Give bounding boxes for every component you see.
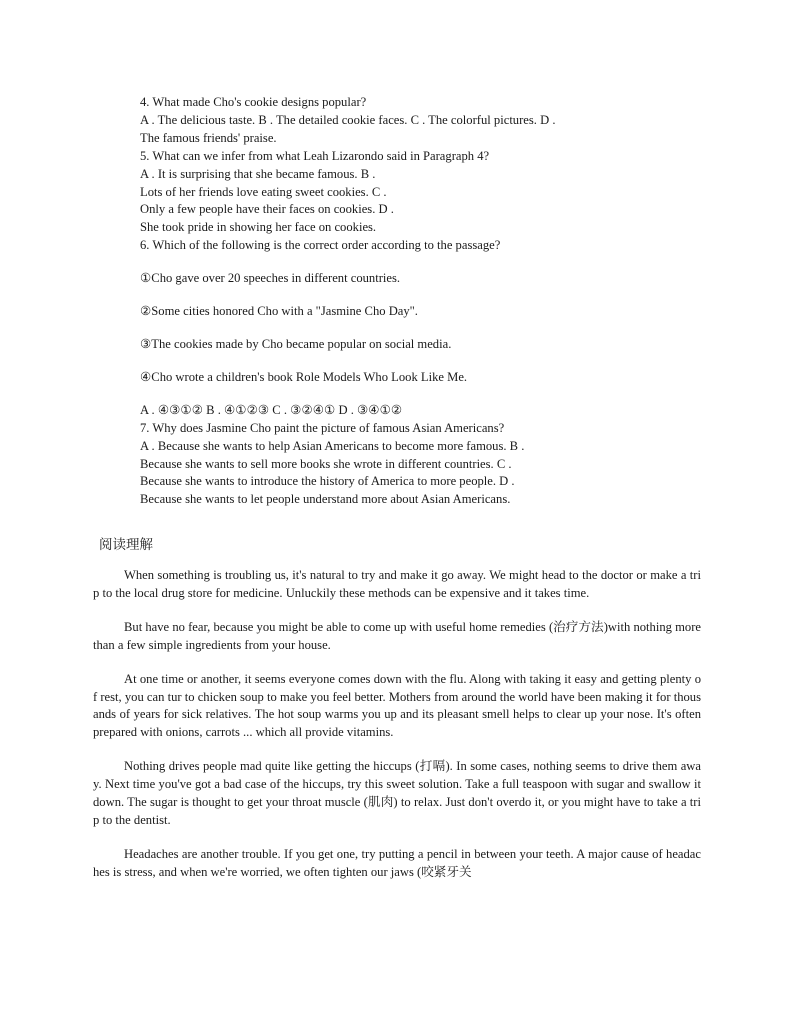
reading-paragraph-1: When something is troubling us, it's natural to try and make it go away. We might head to the doctor or make a trip to the local drug store for medicine. Unluckily these methods can be expensive and it takes time. bbox=[93, 568, 701, 600]
question-5-options-line-1: A . It is surprising that she became famous. B . bbox=[140, 166, 376, 181]
question-6-item-1: ①Cho gave over 20 speeches in different countries. bbox=[140, 271, 401, 286]
question-5-options-line-2: Lots of her friends love eating sweet cookies. C . bbox=[140, 184, 387, 199]
reading-passage bbox=[93, 567, 701, 898]
question-7-stem: 7. Why does Jasmine Cho paint the picture of famous Asian Americans? bbox=[140, 420, 505, 435]
question-7-options-line-3: Because she wants to introduce the history of America to more people. D . bbox=[140, 474, 515, 489]
question-6-item-2: ②Some cities honored Cho with a "Jasmine Cho Day". bbox=[140, 304, 418, 319]
question-6-options: A . ④③①② B . ④①②③ C . ③②④① D . ③④①② bbox=[140, 402, 403, 417]
question-5-stem: 5. What can we infer from what Leah Lizarondo said in Paragraph 4? bbox=[140, 148, 490, 163]
question-7-options-line-2: Because she wants to sell more books she wrote in different countries. C . bbox=[140, 456, 512, 471]
question-6-item-3: ③The cookies made by Cho became popular on social media. bbox=[140, 336, 452, 351]
question-7-options-line-1: A . Because she wants to help Asian Americans to become more famous. B . bbox=[140, 438, 525, 453]
reading-paragraph-4: Nothing drives people mad quite like getting the hiccups (打嗝). In some cases, nothing seems to drive them away. Next time you've got a bad case of the hiccups, try this sweet solution. Take a full teaspoon with sugar and swallow it down. The sugar is thought to get your throat muscle (肌肉) to relax. Just don't overdo it, or you might have to take a trip to the dentist. bbox=[93, 759, 701, 827]
question-6-item-4: ④Cho wrote a children's book Role Models Who Look Like Me. bbox=[140, 369, 468, 384]
reading-paragraph-2: But have no fear, because you might be able to come up with useful home remedies (治疗方法)with nothing more than a few simple ingredients from your house. bbox=[93, 619, 701, 652]
reading-paragraph-5: Headaches are another trouble. If you get one, try putting a pencil in between your teeth. A major cause of headaches is stress, and when we're worried, we often tighten our jaws (咬紧牙关 bbox=[93, 846, 701, 879]
question-4-stem: 4. What made Cho's cookie designs popular? bbox=[140, 95, 367, 109]
question-5-options-line-3: Only a few people have their faces on cookies. D . bbox=[140, 202, 394, 217]
question-block bbox=[140, 94, 700, 509]
question-4-options-line-1: A . The delicious taste. B . The detailed cookie faces. C . The colorful pictures. D . bbox=[140, 112, 556, 127]
section-title: 阅读理解 bbox=[99, 537, 153, 553]
question-4-options-line-2: The famous friends' praise. bbox=[140, 130, 277, 145]
question-6-stem: 6. Which of the following is the correct order according to the passage? bbox=[140, 238, 501, 253]
question-7-options-line-4: Because she wants to let people understand more about Asian Americans. bbox=[140, 492, 511, 507]
reading-paragraph-3: At one time or another, it seems everyone comes down with the flu. Along with taking it easy and getting plenty of rest, you can tur to chicken soup to make you feel better. Mothers from around the world have been making it for thousands of years for sick relatives. The hot soup warms you up and its pleasant smell helps to clear up your nose. It's often prepared with onions, carrots ... which all provide vitamins. bbox=[93, 671, 701, 740]
question-5-options-line-4: She took pride in showing her face on cookies. bbox=[140, 220, 377, 235]
